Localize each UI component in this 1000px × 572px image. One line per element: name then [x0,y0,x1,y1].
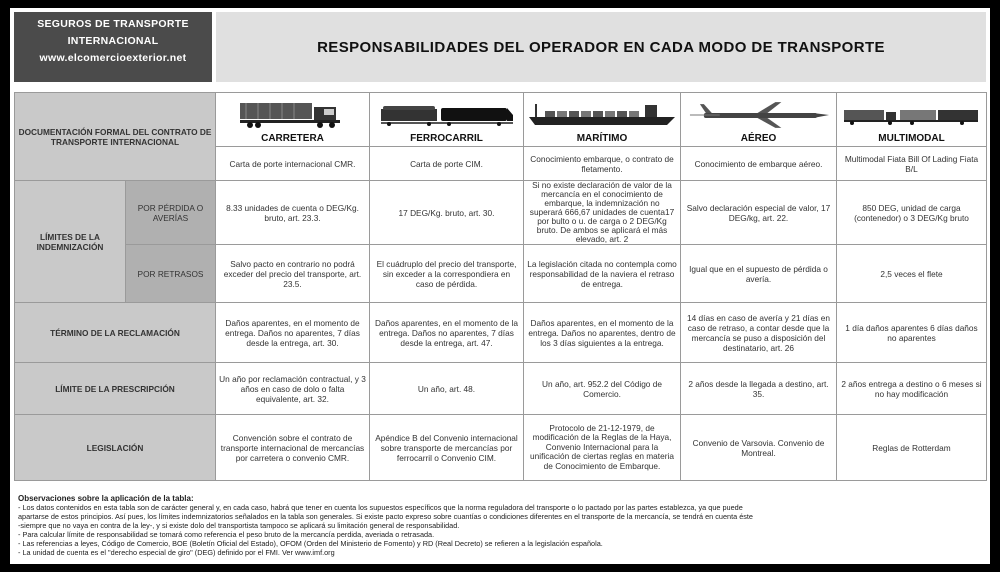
cell-documentacion-multimodal: Multimodal Fiata Bill Of Lading Fiata B/L [837,147,987,181]
cell-retrasos-carretera: Salvo pacto en contrario no podrá exceder del precio del transporte, art. 23.5. [216,245,370,303]
ship-icon [527,100,677,130]
cell-perdida-carretera: 8.33 unidades de cuenta o DEG/Kg. bruto, art. 23.3. [216,181,370,245]
truck-icon [219,100,366,130]
cell-termino-multimodal: 1 día daños aparentes 6 días daños no aparentes [837,303,987,363]
row-limites-perdida [15,181,987,245]
cell-legislacion-carretera: Convención sobre el contrato de transporte internacional de mercancías por carretera o convenio CMR. [216,415,370,481]
observaciones-block [18,494,986,557]
cell-retrasos-maritimo: La legislación citada no contempla como responsabilidad de la naviera el retraso de entrega. [524,245,681,303]
cell-prescripcion-multimodal: 2 años entrega a destino o 6 meses si no hay modificación [837,363,987,415]
cell-documentacion-carretera: Carta de porte internacional CMR. [216,147,370,181]
brand-line-2: INTERNACIONAL [67,35,159,47]
multimodal-icon [840,100,983,130]
cell-legislacion-ferrocarril: Apéndice B del Convenio internacional sobre transporte de mercancías por ferrocarril o Convenio CIM. [370,415,524,481]
observaciones-line: - Las referencias a leyes, Código de Comercio, BOE (Boletín Oficial del Estado), OFOM (Orden del Ministerio de Fomento) y RD (Real Decreto) se refieren a la legislación española. [18,539,603,548]
plane-icon [684,100,833,130]
row-label-prescripcion: LÍMITE DE LA PRESCRIPCIÓN [15,363,216,415]
cell-perdida-maritimo: Si no existe declaración de valor de la mercancía en el conocimiento de embarque, la indemnización no superará 666,67 unidades de cuenta17 por bulto o u. de carga o 2 DEG/Kg bruto. De ambos se aplicará el más elevado, art. 2 [524,181,681,245]
cell-termino-ferrocarril: Daños aparentes, en el momento de la entrega. Daños no aparentes, 7 días desde la entrega, art. 47. [370,303,524,363]
row-limites-retrasos [15,245,987,303]
row-label-documentacion: DOCUMENTACIÓN FORMAL DEL CONTRATO DE TRANSPORTE INTERNACIONAL [15,93,216,181]
mode-header-row [15,93,987,147]
cell-perdida-ferrocarril: 17 DEG/Kg. bruto, art. 30. [370,181,524,245]
mode-header-multimodal [837,93,987,147]
mode-label-maritimo: MARÍTIMO [576,132,628,144]
sublabel-perdida: POR PÉRDIDA O AVERÍAS [126,181,216,245]
mode-header-maritimo [524,93,681,147]
mode-label-multimodal: MULTIMODAL [878,132,945,144]
observaciones-line: -siempre que no vaya en contra de la ley-, y si existe dolo del transportista tampoco se aplicará su limitación general de responsabilidad. [18,521,460,530]
row-legislacion [15,415,987,481]
mode-label-carretera: CARRETERA [261,132,324,144]
cell-termino-aereo: 14 días en caso de avería y 21 días en caso de retraso, a contar desde que la mercancía se puso a disposición del destinatario, art. 26 [681,303,837,363]
row-prescripcion [15,363,987,415]
cell-perdida-multimodal: 850 DEG, unidad de carga (contenedor) o 3 DEG/Kg bruto [837,181,987,245]
cell-termino-carretera: Daños aparentes, en el momento de entrega. Daños no aparentes, 7 días desde la entrega, art. 30. [216,303,370,363]
responsibility-table [14,92,987,481]
row-label-legislacion: LEGISLACIÓN [15,415,216,481]
cell-termino-maritimo: Daños aparentes, en el momento de la entrega. Daños no aparentes, dentro de los 3 días siguientes a la entrega. [524,303,681,363]
brand-line-1: SEGUROS DE TRANSPORTE [37,18,189,30]
sublabel-retrasos: POR RETRASOS [126,245,216,303]
cell-retrasos-multimodal: 2,5 veces el flete [837,245,987,303]
train-icon [373,100,520,130]
observaciones-line: - La unidad de cuenta es el "derecho especial de giro" (DEG) definido por el FMI. Ver www.imf.org [18,548,335,557]
cell-prescripcion-maritimo: Un año, art. 952.2 del Código de Comercio. [524,363,681,415]
page-title: RESPONSABILIDADES DEL OPERADOR EN CADA MODO DE TRANSPORTE [216,12,986,82]
cell-legislacion-maritimo: Protocolo de 21-12-1979, de modificación de la Reglas de la Haya, Convenio Internacional para la unificación de ciertas reglas en materia de Conocimiento de Embarque. [524,415,681,481]
observaciones-line: - Para calcular límite de responsabilidad se tomará como referencia el peso bruto de la mercancía perdida, averiada o retrasada. [18,530,435,539]
mode-label-ferrocarril: FERROCARRIL [410,132,483,144]
brand-url[interactable]: www.elcomercioexterior.net [39,52,187,64]
brand-box [14,12,212,82]
mode-label-aereo: AÉREO [740,132,777,144]
cell-prescripcion-carretera: Un año por reclamación contractual, y 3 años en caso de dolo o falta equivalente, art. 32. [216,363,370,415]
mode-header-carretera [216,93,370,147]
cell-legislacion-aereo: Convenio de Varsovia. Convenio de Montreal. [681,415,837,481]
cell-perdida-aereo: Salvo declaración especial de valor, 17 DEG/kg, art. 22. [681,181,837,245]
cell-prescripcion-aereo: 2 años desde la llegada a destino, art. 35. [681,363,837,415]
cell-documentacion-aereo: Conocimiento de embarque aéreo. [681,147,837,181]
observaciones-line: apartarse de estos principios. Así pues, los límites indemnizatorios señalados en la tabla son generales. Si existe pacto expreso sobre cuantías o condiciones diferentes en el transporte de la mercancía, se tendrá en cuenta éste [18,512,753,521]
cell-documentacion-maritimo: Conocimiento embarque, o contrato de fletamento. [524,147,681,181]
page-sheet [10,8,990,564]
observaciones-title: Observaciones sobre la aplicación de la tabla: [18,494,194,503]
observaciones-line: - Los datos contenidos en esta tabla son de carácter general y, en cada caso, habrá que tener en cuenta los supuestos específicos que la norma reguladora del transporte o lo pactado por las partes establezca, ya que puede [18,503,743,512]
cell-retrasos-ferrocarril: El cuádruplo del precio del transporte, sin exceder a la correspondiera en caso de pérdida. [370,245,524,303]
row-label-termino: TÉRMINO DE LA RECLAMACIÓN [15,303,216,363]
cell-retrasos-aereo: Igual que en el supuesto de pérdida o avería. [681,245,837,303]
cell-prescripcion-ferrocarril: Un año, art. 48. [370,363,524,415]
row-termino [15,303,987,363]
row-label-limites: LÍMITES DE LA INDEMNIZACIÓN [15,181,126,303]
mode-header-ferrocarril [370,93,524,147]
cell-documentacion-ferrocarril: Carta de porte CIM. [370,147,524,181]
cell-legislacion-multimodal: Reglas de Rotterdam [837,415,987,481]
mode-header-aereo [681,93,837,147]
